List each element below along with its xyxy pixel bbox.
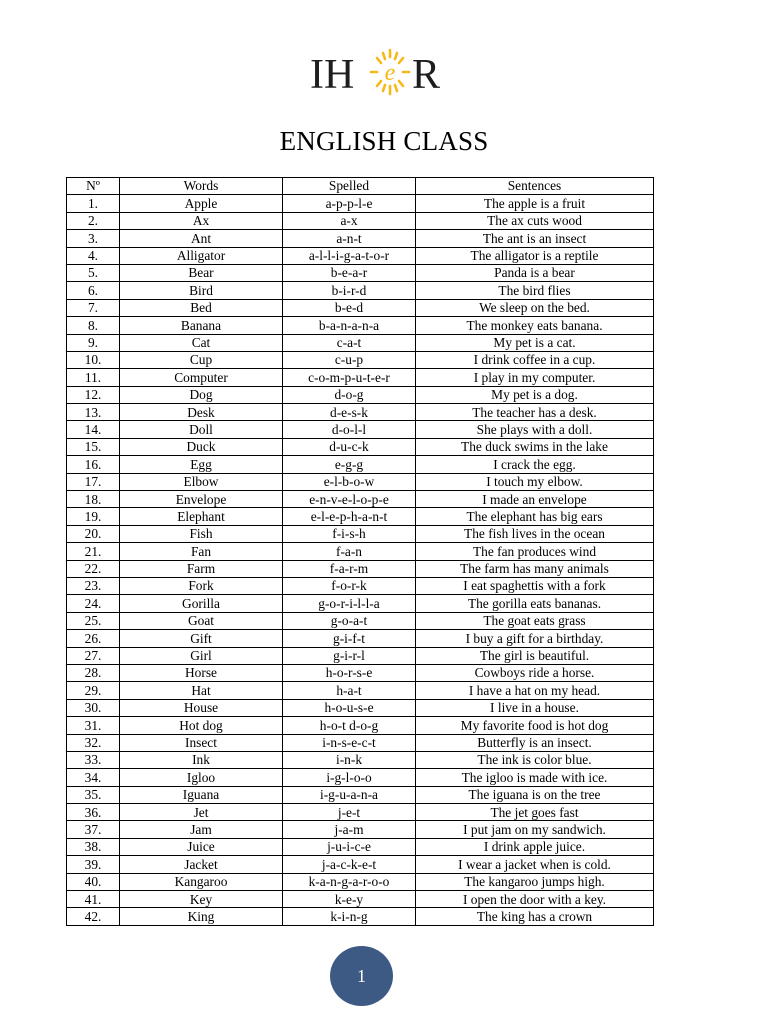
cell-number: 41. bbox=[67, 891, 120, 908]
cell-sentence: I buy a gift for a birthday. bbox=[416, 630, 654, 647]
cell-number: 27. bbox=[67, 647, 120, 664]
cell-sentence: The iguana is on the tree bbox=[416, 786, 654, 803]
cell-sentence: Cowboys ride a horse. bbox=[416, 664, 654, 681]
page-title: ENGLISH CLASS bbox=[279, 126, 489, 156]
cell-spelled: d-u-c-k bbox=[283, 438, 416, 455]
cell-word: Igloo bbox=[120, 769, 283, 786]
cell-number: 3. bbox=[67, 230, 120, 247]
cell-spelled: i-n-k bbox=[283, 751, 416, 768]
table-row bbox=[67, 595, 654, 612]
cell-word: Girl bbox=[120, 647, 283, 664]
table-row bbox=[67, 299, 654, 316]
header-words: Words bbox=[120, 178, 283, 195]
cell-spelled: g-i-r-l bbox=[283, 647, 416, 664]
cell-sentence: My pet is a cat. bbox=[416, 334, 654, 351]
table-row bbox=[67, 682, 654, 699]
cell-number: 23. bbox=[67, 577, 120, 594]
table-row bbox=[67, 543, 654, 560]
cell-word: Jet bbox=[120, 804, 283, 821]
cell-spelled: f-o-r-k bbox=[283, 577, 416, 594]
cell-sentence: I drink apple juice. bbox=[416, 838, 654, 855]
sun-e-logo-icon bbox=[308, 44, 468, 98]
cell-sentence: The goat eats grass bbox=[416, 612, 654, 629]
cell-sentence: The girl is beautiful. bbox=[416, 647, 654, 664]
cell-word: Key bbox=[120, 891, 283, 908]
cell-number: 22. bbox=[67, 560, 120, 577]
cell-word: Fish bbox=[120, 525, 283, 542]
cell-word: Jacket bbox=[120, 856, 283, 873]
cell-sentence: The king has a crown bbox=[416, 908, 654, 925]
table-row bbox=[67, 612, 654, 629]
cell-number: 39. bbox=[67, 856, 120, 873]
table-row bbox=[67, 577, 654, 594]
cell-number: 35. bbox=[67, 786, 120, 803]
cell-spelled: f-i-s-h bbox=[283, 525, 416, 542]
cell-number: 26. bbox=[67, 630, 120, 647]
cell-sentence: The elephant has big ears bbox=[416, 508, 654, 525]
cell-word: Hot dog bbox=[120, 717, 283, 734]
cell-sentence: I touch my elbow. bbox=[416, 473, 654, 490]
cell-word: Fan bbox=[120, 543, 283, 560]
table-row bbox=[67, 438, 654, 455]
table-row bbox=[67, 473, 654, 490]
cell-word: Horse bbox=[120, 664, 283, 681]
cell-sentence: The bird flies bbox=[416, 282, 654, 299]
cell-word: Dog bbox=[120, 386, 283, 403]
cell-word: Ink bbox=[120, 751, 283, 768]
svg-text:e: e bbox=[384, 60, 396, 86]
cell-number: 34. bbox=[67, 769, 120, 786]
cell-spelled: c-u-p bbox=[283, 351, 416, 368]
cell-sentence: The alligator is a reptile bbox=[416, 247, 654, 264]
cell-sentence: The fan produces wind bbox=[416, 543, 654, 560]
cell-word: Elbow bbox=[120, 473, 283, 490]
cell-spelled: b-e-d bbox=[283, 299, 416, 316]
cell-spelled: j-a-c-k-e-t bbox=[283, 856, 416, 873]
table-row bbox=[67, 734, 654, 751]
cell-word: Gift bbox=[120, 630, 283, 647]
table-row bbox=[67, 212, 654, 229]
cell-sentence: Butterfly is an insect. bbox=[416, 734, 654, 751]
table-row bbox=[67, 508, 654, 525]
cell-spelled: b-i-r-d bbox=[283, 282, 416, 299]
cell-number: 8. bbox=[67, 317, 120, 334]
table-row bbox=[67, 856, 654, 873]
cell-sentence: The igloo is made with ice. bbox=[416, 769, 654, 786]
cell-word: Gorilla bbox=[120, 595, 283, 612]
cell-spelled: f-a-n bbox=[283, 543, 416, 560]
cell-word: King bbox=[120, 908, 283, 925]
table-row bbox=[67, 891, 654, 908]
cell-word: Banana bbox=[120, 317, 283, 334]
cell-sentence: We sleep on the bed. bbox=[416, 299, 654, 316]
table-row bbox=[67, 804, 654, 821]
cell-sentence: The monkey eats banana. bbox=[416, 317, 654, 334]
cell-number: 30. bbox=[67, 699, 120, 716]
cell-number: 20. bbox=[67, 525, 120, 542]
cell-spelled: j-e-t bbox=[283, 804, 416, 821]
cell-sentence: I live in a house. bbox=[416, 699, 654, 716]
cell-word: Juice bbox=[120, 838, 283, 855]
cell-spelled: h-o-r-s-e bbox=[283, 664, 416, 681]
table-row bbox=[67, 404, 654, 421]
cell-word: Elephant bbox=[120, 508, 283, 525]
table-row bbox=[67, 647, 654, 664]
cell-number: 10. bbox=[67, 351, 120, 368]
cell-number: 4. bbox=[67, 247, 120, 264]
cell-sentence: The apple is a fruit bbox=[416, 195, 654, 212]
cell-word: Bear bbox=[120, 264, 283, 281]
cell-sentence: I crack the egg. bbox=[416, 456, 654, 473]
cell-spelled: e-n-v-e-l-o-p-e bbox=[283, 491, 416, 508]
cell-sentence: The ant is an insect bbox=[416, 230, 654, 247]
cell-spelled: h-o-u-s-e bbox=[283, 699, 416, 716]
cell-spelled: a-p-p-l-e bbox=[283, 195, 416, 212]
cell-word: Envelope bbox=[120, 491, 283, 508]
cell-number: 33. bbox=[67, 751, 120, 768]
table-row bbox=[67, 664, 654, 681]
cell-word: Jam bbox=[120, 821, 283, 838]
table-row bbox=[67, 873, 654, 890]
cell-sentence: I made an envelope bbox=[416, 491, 654, 508]
cell-sentence: The duck swims in the lake bbox=[416, 438, 654, 455]
cell-spelled: a-x bbox=[283, 212, 416, 229]
cell-number: 17. bbox=[67, 473, 120, 490]
cell-spelled: i-n-s-e-c-t bbox=[283, 734, 416, 751]
cell-number: 21. bbox=[67, 543, 120, 560]
cell-sentence: I open the door with a key. bbox=[416, 891, 654, 908]
cell-spelled: e-g-g bbox=[283, 456, 416, 473]
cell-spelled: c-a-t bbox=[283, 334, 416, 351]
cell-number: 25. bbox=[67, 612, 120, 629]
cell-word: Egg bbox=[120, 456, 283, 473]
cell-sentence: She plays with a doll. bbox=[416, 421, 654, 438]
cell-number: 32. bbox=[67, 734, 120, 751]
cell-sentence: The jet goes fast bbox=[416, 804, 654, 821]
table-body bbox=[67, 195, 654, 925]
cell-sentence: My pet is a dog. bbox=[416, 386, 654, 403]
cell-word: Apple bbox=[120, 195, 283, 212]
table-row bbox=[67, 786, 654, 803]
cell-number: 6. bbox=[67, 282, 120, 299]
cell-number: 16. bbox=[67, 456, 120, 473]
page-number: 1 bbox=[357, 965, 366, 986]
cell-number: 9. bbox=[67, 334, 120, 351]
table-header-row bbox=[67, 178, 654, 195]
cell-sentence: I play in my computer. bbox=[416, 369, 654, 386]
table-row bbox=[67, 491, 654, 508]
cell-word: Alligator bbox=[120, 247, 283, 264]
cell-spelled: a-l-l-i-g-a-t-o-r bbox=[283, 247, 416, 264]
cell-number: 12. bbox=[67, 386, 120, 403]
cell-spelled: k-a-n-g-a-r-o-o bbox=[283, 873, 416, 890]
table-row bbox=[67, 821, 654, 838]
table-row bbox=[67, 717, 654, 734]
cell-number: 42. bbox=[67, 908, 120, 925]
cell-spelled: d-o-g bbox=[283, 386, 416, 403]
cell-spelled: d-e-s-k bbox=[283, 404, 416, 421]
table-row bbox=[67, 908, 654, 925]
table-row bbox=[67, 456, 654, 473]
svg-text:IH: IH bbox=[310, 52, 355, 98]
table-row bbox=[67, 334, 654, 351]
table-row bbox=[67, 195, 654, 212]
cell-word: Ax bbox=[120, 212, 283, 229]
cell-sentence: The farm has many animals bbox=[416, 560, 654, 577]
table-row bbox=[67, 560, 654, 577]
table-row bbox=[67, 282, 654, 299]
cell-spelled: j-a-m bbox=[283, 821, 416, 838]
cell-number: 29. bbox=[67, 682, 120, 699]
cell-sentence: I eat spaghettis with a fork bbox=[416, 577, 654, 594]
table-row bbox=[67, 247, 654, 264]
cell-number: 13. bbox=[67, 404, 120, 421]
cell-sentence: The fish lives in the ocean bbox=[416, 525, 654, 542]
vocabulary-table bbox=[66, 177, 654, 926]
cell-word: Computer bbox=[120, 369, 283, 386]
cell-number: 28. bbox=[67, 664, 120, 681]
cell-spelled: k-i-n-g bbox=[283, 908, 416, 925]
cell-spelled: g-o-r-i-l-l-a bbox=[283, 595, 416, 612]
cell-spelled: e-l-e-p-h-a-n-t bbox=[283, 508, 416, 525]
cell-word: Ant bbox=[120, 230, 283, 247]
cell-word: Bird bbox=[120, 282, 283, 299]
table-row bbox=[67, 751, 654, 768]
table-row bbox=[67, 317, 654, 334]
cell-spelled: i-g-u-a-n-a bbox=[283, 786, 416, 803]
table-row bbox=[67, 369, 654, 386]
table-row bbox=[67, 351, 654, 368]
cell-word: Farm bbox=[120, 560, 283, 577]
cell-spelled: e-l-b-o-w bbox=[283, 473, 416, 490]
cell-sentence: I have a hat on my head. bbox=[416, 682, 654, 699]
cell-number: 11. bbox=[67, 369, 120, 386]
cell-spelled: g-i-f-t bbox=[283, 630, 416, 647]
cell-spelled: k-e-y bbox=[283, 891, 416, 908]
cell-word: Cat bbox=[120, 334, 283, 351]
cell-spelled: g-o-a-t bbox=[283, 612, 416, 629]
cell-word: Insect bbox=[120, 734, 283, 751]
cell-number: 14. bbox=[67, 421, 120, 438]
cell-spelled: b-e-a-r bbox=[283, 264, 416, 281]
cell-number: 31. bbox=[67, 717, 120, 734]
table-row bbox=[67, 525, 654, 542]
table-row bbox=[67, 630, 654, 647]
cell-spelled: i-g-l-o-o bbox=[283, 769, 416, 786]
table-row bbox=[67, 769, 654, 786]
cell-word: Desk bbox=[120, 404, 283, 421]
cell-number: 38. bbox=[67, 838, 120, 855]
cell-word: Duck bbox=[120, 438, 283, 455]
cell-sentence: My favorite food is hot dog bbox=[416, 717, 654, 734]
cell-sentence: The teacher has a desk. bbox=[416, 404, 654, 421]
cell-number: 15. bbox=[67, 438, 120, 455]
cell-word: Bed bbox=[120, 299, 283, 316]
cell-word: Iguana bbox=[120, 786, 283, 803]
table-row bbox=[67, 386, 654, 403]
cell-sentence: Panda is a bear bbox=[416, 264, 654, 281]
cell-word: Goat bbox=[120, 612, 283, 629]
cell-spelled: h-o-t d-o-g bbox=[283, 717, 416, 734]
cell-word: House bbox=[120, 699, 283, 716]
cell-number: 37. bbox=[67, 821, 120, 838]
cell-spelled: c-o-m-p-u-t-e-r bbox=[283, 369, 416, 386]
cell-sentence: The gorilla eats bananas. bbox=[416, 595, 654, 612]
table-row bbox=[67, 264, 654, 281]
cell-number: 36. bbox=[67, 804, 120, 821]
cell-spelled: h-a-t bbox=[283, 682, 416, 699]
header-spelled: Spelled bbox=[283, 178, 416, 195]
cell-spelled: a-n-t bbox=[283, 230, 416, 247]
cell-sentence: I drink coffee in a cup. bbox=[416, 351, 654, 368]
cell-number: 19. bbox=[67, 508, 120, 525]
cell-word: Hat bbox=[120, 682, 283, 699]
cell-word: Fork bbox=[120, 577, 283, 594]
cell-word: Kangaroo bbox=[120, 873, 283, 890]
cell-sentence: I wear a jacket when is cold. bbox=[416, 856, 654, 873]
cell-spelled: b-a-n-a-n-a bbox=[283, 317, 416, 334]
cell-word: Cup bbox=[120, 351, 283, 368]
cell-number: 1. bbox=[67, 195, 120, 212]
table-row bbox=[67, 838, 654, 855]
cell-number: 24. bbox=[67, 595, 120, 612]
cell-spelled: j-u-i-c-e bbox=[283, 838, 416, 855]
table-row bbox=[67, 421, 654, 438]
cell-word: Doll bbox=[120, 421, 283, 438]
cell-number: 18. bbox=[67, 491, 120, 508]
page-number-badge bbox=[330, 946, 393, 1006]
header-sentences: Sentences bbox=[416, 178, 654, 195]
cell-spelled: f-a-r-m bbox=[283, 560, 416, 577]
cell-sentence: The ink is color blue. bbox=[416, 751, 654, 768]
cell-number: 2. bbox=[67, 212, 120, 229]
table-row bbox=[67, 699, 654, 716]
table-row bbox=[67, 230, 654, 247]
ihler-logo bbox=[308, 44, 468, 98]
cell-sentence: I put jam on my sandwich. bbox=[416, 821, 654, 838]
cell-sentence: The ax cuts wood bbox=[416, 212, 654, 229]
cell-number: 7. bbox=[67, 299, 120, 316]
cell-sentence: The kangaroo jumps high. bbox=[416, 873, 654, 890]
cell-number: 40. bbox=[67, 873, 120, 890]
cell-number: 5. bbox=[67, 264, 120, 281]
cell-spelled: d-o-l-l bbox=[283, 421, 416, 438]
svg-text:R: R bbox=[412, 52, 441, 98]
header-number: Nº bbox=[67, 178, 120, 195]
